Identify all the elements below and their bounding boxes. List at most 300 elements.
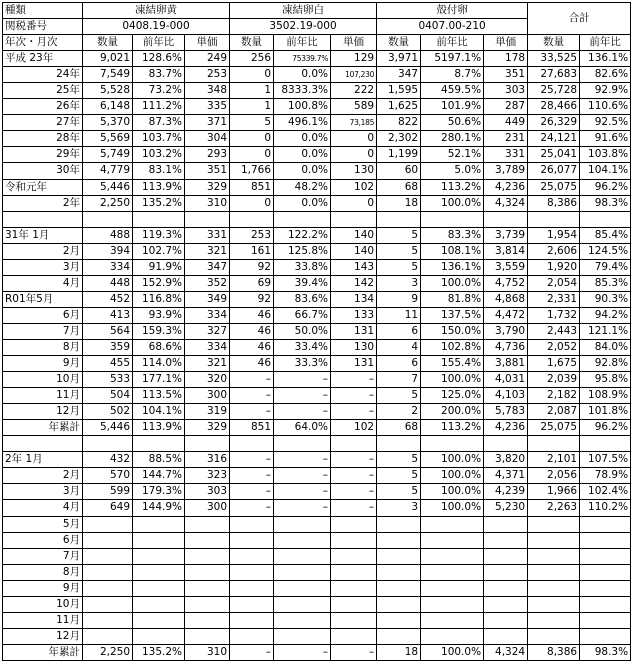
value-cell: 3,820 [484,452,528,468]
value-cell [274,628,331,644]
value-cell: 351 [185,163,230,179]
value-cell [83,612,133,628]
value-cell [528,532,580,548]
value-cell: 113.2% [421,420,484,436]
value-cell [331,596,377,612]
value-cell [580,211,631,227]
value-cell: 100.0% [421,500,484,516]
spacer-row [3,211,631,227]
value-cell: 92.9% [580,83,631,99]
value-cell [528,596,580,612]
period-cell: 28年 [3,131,83,147]
value-cell: 2,039 [528,372,580,388]
value-cell [83,596,133,612]
period-cell: 平成 23年 [3,51,83,67]
value-cell: 155.4% [421,356,484,372]
value-cell: 1,199 [377,147,421,163]
value-cell [421,580,484,596]
period-cell: 29年 [3,147,83,163]
value-cell: 110.2% [580,500,631,516]
value-cell: 334 [185,339,230,355]
value-cell: 98.3% [580,195,631,211]
value-cell: 3,814 [484,243,528,259]
value-cell [83,628,133,644]
value-cell [528,436,580,452]
value-cell: 79.4% [580,259,631,275]
table-row [3,468,631,484]
value-cell [484,211,528,227]
table-row [3,291,631,307]
sub-header-cell: 数量 [377,35,421,51]
value-cell [377,628,421,644]
value-cell: 3,559 [484,259,528,275]
value-cell: 319 [185,404,230,420]
tariff-code-yolk: 0408.19-000 [83,19,230,35]
value-cell: – [331,388,377,404]
value-cell: 331 [484,147,528,163]
value-cell [185,628,230,644]
value-cell: 1,595 [377,83,421,99]
value-cell [484,436,528,452]
value-cell: – [230,372,274,388]
value-cell: 73,185 [331,115,377,131]
value-cell: 3 [377,500,421,516]
value-cell: 303 [484,83,528,99]
table-row [3,452,631,468]
period-cell [3,211,83,227]
value-cell: 26,329 [528,115,580,131]
value-cell [528,516,580,532]
value-cell: 347 [185,259,230,275]
value-cell [580,596,631,612]
value-cell: 88.5% [133,452,185,468]
value-cell: 98.3% [580,644,631,660]
value-cell: 5 [377,243,421,259]
value-cell [133,628,185,644]
table-row [3,580,631,596]
value-cell: 589 [331,99,377,115]
value-cell: 4,324 [484,195,528,211]
value-cell: 348 [185,83,230,99]
value-cell [484,548,528,564]
value-cell [377,580,421,596]
value-cell: 0 [331,147,377,163]
value-cell [484,596,528,612]
sub-header-cell: 単価 [484,35,528,51]
group-name-white: 凍結卵白 [230,3,377,19]
value-cell: – [331,372,377,388]
value-cell: 1,954 [528,227,580,243]
value-cell [83,516,133,532]
period-label: 年次・月次 [3,35,83,51]
value-cell: 143 [331,259,377,275]
value-cell: 96.2% [580,179,631,195]
value-cell: – [230,500,274,516]
value-cell: 249 [185,51,230,67]
value-cell: – [331,452,377,468]
value-cell: – [331,404,377,420]
value-cell: – [274,372,331,388]
period-cell: 11月 [3,388,83,404]
value-cell: 18 [377,195,421,211]
value-cell [421,516,484,532]
value-cell: 5,749 [83,147,133,163]
value-cell: 448 [83,275,133,291]
value-cell: 851 [230,420,274,436]
value-cell: 8.7% [421,67,484,83]
value-cell: 94.2% [580,307,631,323]
value-cell: 107.5% [580,452,631,468]
table-row [3,243,631,259]
value-cell: 124.5% [580,243,631,259]
value-cell [377,548,421,564]
value-cell: 4,472 [484,307,528,323]
value-cell: 4 [377,339,421,355]
value-cell: – [230,468,274,484]
value-cell: 371 [185,115,230,131]
value-cell: 83.1% [133,163,185,179]
value-cell: 822 [377,115,421,131]
period-cell: 4月 [3,275,83,291]
value-cell [377,564,421,580]
table-row [3,163,631,179]
value-cell: 122.2% [274,227,331,243]
value-cell: 1,920 [528,259,580,275]
value-cell: 92 [230,259,274,275]
value-cell: 92.8% [580,356,631,372]
value-cell [580,628,631,644]
value-cell: 91.6% [580,131,631,147]
value-cell [185,548,230,564]
value-cell [230,516,274,532]
value-cell: 5 [377,468,421,484]
value-cell [580,548,631,564]
value-cell: 5,783 [484,404,528,420]
period-cell: 7月 [3,323,83,339]
period-cell: 2月 [3,243,83,259]
value-cell: 349 [185,291,230,307]
value-cell: 5,446 [83,179,133,195]
value-cell: 144.7% [133,468,185,484]
value-cell: 9 [377,291,421,307]
value-cell: – [274,500,331,516]
value-cell: 2,052 [528,339,580,355]
value-cell: 85.3% [580,275,631,291]
value-cell: 8,386 [528,644,580,660]
value-cell: 394 [83,243,133,259]
value-cell: 256 [230,51,274,67]
period-cell: 令和元年 [3,179,83,195]
value-cell: 102 [331,420,377,436]
sub-header-cell: 数量 [83,35,133,51]
value-cell: 128.6% [133,51,185,67]
value-cell [331,548,377,564]
value-cell: 90.3% [580,291,631,307]
value-cell: – [230,452,274,468]
value-cell: 68.6% [133,339,185,355]
value-cell [83,532,133,548]
value-cell: 102.7% [133,243,185,259]
value-cell: 351 [484,67,528,83]
period-cell: 年累計 [3,420,83,436]
value-cell: 253 [230,227,274,243]
value-cell: 69 [230,275,274,291]
value-cell: 4,752 [484,275,528,291]
value-cell: – [274,644,331,660]
value-cell: 131 [331,356,377,372]
value-cell: 48.2% [274,179,331,195]
value-cell: 359 [83,339,133,355]
value-cell: 335 [185,99,230,115]
value-cell: 3,739 [484,227,528,243]
value-cell: 293 [185,147,230,163]
value-cell: 161 [230,243,274,259]
value-cell: 103.7% [133,131,185,147]
value-cell [421,628,484,644]
table-row [3,307,631,323]
value-cell: 0 [230,67,274,83]
value-cell: 179.3% [133,484,185,500]
value-cell [83,436,133,452]
value-cell: 52.1% [421,147,484,163]
value-cell: 347 [377,67,421,83]
value-cell [580,436,631,452]
value-cell: 121.1% [580,323,631,339]
value-cell: 50.0% [274,323,331,339]
value-cell [528,580,580,596]
value-cell [274,516,331,532]
sub-header-cell: 前年比 [580,35,631,51]
value-cell: 2,087 [528,404,580,420]
value-cell: 0.0% [274,195,331,211]
value-cell: 851 [230,179,274,195]
table-row [3,339,631,355]
value-cell: 25,075 [528,179,580,195]
value-cell: 66.7% [274,307,331,323]
sub-header-cell: 単価 [331,35,377,51]
value-cell [83,211,133,227]
value-cell: 4,239 [484,484,528,500]
value-cell: 131 [331,323,377,339]
value-cell: – [274,388,331,404]
table-row [3,67,631,83]
value-cell [331,612,377,628]
table-row [3,195,631,211]
value-cell: – [274,404,331,420]
value-cell [230,548,274,564]
value-cell [274,564,331,580]
value-cell: 8,386 [528,195,580,211]
value-cell: 107,230 [331,67,377,83]
value-cell: 2,606 [528,243,580,259]
value-cell: 137.5% [421,307,484,323]
tariff-code-white: 3502.19-000 [230,19,377,35]
value-cell: 85.4% [580,227,631,243]
period-cell: 2年 1月 [3,452,83,468]
table-row [3,275,631,291]
value-cell: 25,728 [528,83,580,99]
value-cell: 0.0% [274,147,331,163]
value-cell [185,436,230,452]
value-cell [377,211,421,227]
value-cell: – [331,500,377,516]
table-row [3,420,631,436]
value-cell: 3,971 [377,51,421,67]
value-cell: 125.8% [274,243,331,259]
value-cell: 119.3% [133,227,185,243]
value-cell: – [230,388,274,404]
value-cell: 6,148 [83,99,133,115]
value-cell: – [274,468,331,484]
table-row [3,388,631,404]
value-cell [274,548,331,564]
value-cell [274,580,331,596]
value-cell: 3,790 [484,323,528,339]
value-cell [528,564,580,580]
period-cell: 10月 [3,596,83,612]
value-cell: 87.3% [133,115,185,131]
value-cell: 2,250 [83,195,133,211]
value-cell [274,596,331,612]
value-cell: 101.9% [421,99,484,115]
value-cell: – [274,452,331,468]
value-cell: 1 [230,99,274,115]
value-cell: 3,881 [484,356,528,372]
value-cell: 253 [185,67,230,83]
value-cell: 144.9% [133,500,185,516]
value-cell: 413 [83,307,133,323]
value-cell [484,628,528,644]
table-row [3,179,631,195]
period-cell: 11月 [3,612,83,628]
value-cell: 329 [185,420,230,436]
period-cell: 3月 [3,259,83,275]
value-cell: 78.9% [580,468,631,484]
value-cell: 100.0% [421,468,484,484]
value-cell: 5,569 [83,131,133,147]
value-cell: 135.2% [133,195,185,211]
value-cell [133,516,185,532]
value-cell: 82.6% [580,67,631,83]
value-cell: 39.4% [274,275,331,291]
value-cell: 1,966 [528,484,580,500]
value-cell [421,211,484,227]
value-cell: – [230,484,274,500]
value-cell: 125.0% [421,388,484,404]
value-cell: 26,077 [528,163,580,179]
table-row [3,516,631,532]
sub-header-cell: 前年比 [133,35,185,51]
value-cell: 104.1% [133,404,185,420]
period-cell: 24年 [3,67,83,83]
value-cell: 496.1% [274,115,331,131]
value-cell: 310 [185,195,230,211]
value-cell: 0 [331,131,377,147]
period-cell: 6月 [3,307,83,323]
value-cell: 68 [377,420,421,436]
value-cell: 321 [185,243,230,259]
value-cell: 5 [377,452,421,468]
value-cell [83,564,133,580]
value-cell: 331 [185,227,230,243]
value-cell: 84.0% [580,339,631,355]
value-cell [331,564,377,580]
value-cell: 100.8% [274,99,331,115]
value-cell: 2,101 [528,452,580,468]
value-cell: 8333.3% [274,83,331,99]
table-row [3,227,631,243]
kind-label: 種類 [3,3,83,19]
value-cell: 2 [377,404,421,420]
value-cell: 33,525 [528,51,580,67]
value-cell [185,211,230,227]
table-row [3,323,631,339]
value-cell: 104.1% [580,163,631,179]
value-cell: 113.5% [133,388,185,404]
value-cell: 96.2% [580,420,631,436]
value-cell: 103.2% [133,147,185,163]
value-cell [185,612,230,628]
table-row [3,147,631,163]
table-row [3,259,631,275]
value-cell: 113.9% [133,420,185,436]
value-cell: 24,121 [528,131,580,147]
value-cell: 5 [377,484,421,500]
value-cell: 135.2% [133,644,185,660]
value-cell: 455 [83,356,133,372]
value-cell [580,532,631,548]
value-cell [484,580,528,596]
value-cell: 1 [230,83,274,99]
value-cell: 2,302 [377,131,421,147]
value-cell: 25,041 [528,147,580,163]
value-cell: 18 [377,644,421,660]
value-cell: 5,528 [83,83,133,99]
value-cell [274,211,331,227]
value-cell: 352 [185,275,230,291]
table-row [3,99,631,115]
value-cell [377,436,421,452]
value-cell [528,548,580,564]
value-cell: 140 [331,243,377,259]
value-cell: 83.6% [274,291,331,307]
value-cell [83,548,133,564]
table-row [3,51,631,67]
value-cell: 300 [185,388,230,404]
value-cell: 100.0% [421,195,484,211]
value-cell: 452 [83,291,133,307]
table-row [3,612,631,628]
period-cell: 年累計 [3,644,83,660]
value-cell: 100.0% [421,644,484,660]
value-cell [274,612,331,628]
value-cell: 4,236 [484,179,528,195]
value-cell: 0.0% [274,67,331,83]
value-cell: 111.2% [133,99,185,115]
value-cell [185,564,230,580]
value-cell [421,596,484,612]
value-cell: 28,466 [528,99,580,115]
value-cell: 304 [185,131,230,147]
value-cell: 280.1% [421,131,484,147]
period-cell: 12月 [3,628,83,644]
value-cell: – [331,644,377,660]
value-cell: 5 [377,388,421,404]
value-cell [230,436,274,452]
value-cell: 116.8% [133,291,185,307]
value-cell: 68 [377,179,421,195]
period-cell: 6月 [3,532,83,548]
